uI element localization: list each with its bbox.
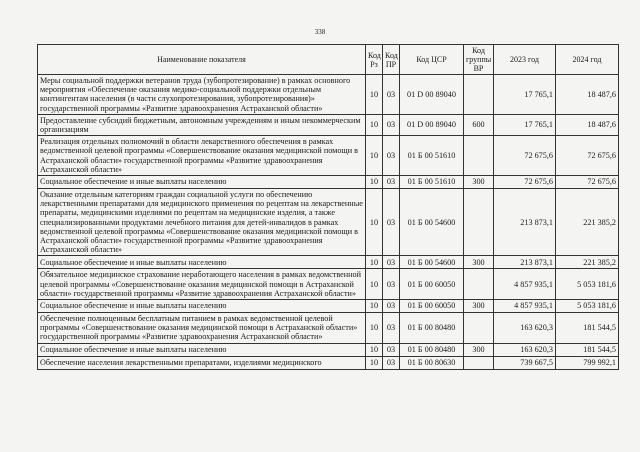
header-vr: Код группы ВР [464, 45, 494, 75]
header-pr: Код ПР [383, 45, 400, 75]
row-csr: 01 Б 00 80480 [400, 313, 464, 344]
header-rz: Код Рз [366, 45, 383, 75]
row-name: Обязательное медицинское страхование неработающего населения в рамках ведомственной целевой программы «Совершенствование оказания медицинской помощи в Астраханской области» государственной программы «Развитие здравоохранения Астраханской области» [38, 269, 366, 300]
table-row [38, 114, 619, 135]
row-2023: 163 620,3 [494, 343, 556, 356]
row-vr: 300 [464, 256, 494, 269]
row-pr: 03 [383, 136, 400, 176]
row-pr: 03 [383, 256, 400, 269]
row-name: Социальное обеспечение и иные выплаты населению [38, 343, 366, 356]
row-name: Социальное обеспечение и иные выплаты населению [38, 256, 366, 269]
row-pr: 03 [383, 356, 400, 369]
table-row [38, 256, 619, 269]
row-vr: 600 [464, 114, 494, 135]
budget-table [37, 44, 619, 370]
row-pr: 03 [383, 300, 400, 313]
table-header-row [38, 45, 619, 75]
table-row [38, 343, 619, 356]
row-rz: 10 [366, 136, 383, 176]
row-name: Предоставление субсидий бюджетным, автономным учреждениям и иным некоммерческим организациям [38, 114, 366, 135]
row-rz: 10 [366, 343, 383, 356]
row-2024: 181 544,5 [556, 343, 619, 356]
row-2024: 181 544,5 [556, 313, 619, 344]
row-vr: 300 [464, 176, 494, 189]
row-csr: 01 Б 00 60050 [400, 269, 464, 300]
row-vr [464, 189, 494, 256]
header-2023: 2023 год [494, 45, 556, 75]
row-rz: 10 [366, 189, 383, 256]
row-rz: 10 [366, 269, 383, 300]
row-csr: 01 Б 00 80480 [400, 343, 464, 356]
row-2023: 213 873,1 [494, 189, 556, 256]
row-name: Обеспечение полноценным бесплатным питанием в рамках ведомственной целевой программы «Совершенствование оказания медицинской помощи в Астраханской области» государственной программы «Развитие здравоохранения Астраханской области» [38, 313, 366, 344]
row-csr: 01 Б 00 60050 [400, 300, 464, 313]
row-2023: 4 857 935,1 [494, 300, 556, 313]
row-2024: 18 487,6 [556, 114, 619, 135]
row-csr: 01 Б 00 51610 [400, 176, 464, 189]
row-2024: 72 675,6 [556, 176, 619, 189]
table-row [38, 75, 619, 115]
row-vr [464, 356, 494, 369]
row-csr: 01 D 00 89040 [400, 114, 464, 135]
row-rz: 10 [366, 356, 383, 369]
row-pr: 03 [383, 189, 400, 256]
row-name: Обеспечение населения лекарственными препаратами, изделиями медицинского [38, 356, 366, 369]
row-name: Меры социальной поддержки ветеранов труда (зубопротезирование) в рамках основного мероприятия «Обеспечение оказания медико-социальной поддержки отдельным контингентам населения (в части слухопротезирования, зубопротезирования)» государственной программы «Развитие здравоохранения Астраханской области» [38, 75, 366, 115]
header-2024: 2024 год [556, 45, 619, 75]
row-name: Реализация отдельных полномочий в области лекарственного обеспечения в рамках ведомственной целевой программы «Совершенствование оказания медицинской помощи в Астраханской области» государственной программы «Развитие здравоохранения Астраханской области» [38, 136, 366, 176]
row-rz: 10 [366, 256, 383, 269]
row-csr: 01 D 00 89040 [400, 75, 464, 115]
row-pr: 03 [383, 343, 400, 356]
table-row [38, 176, 619, 189]
row-vr: 300 [464, 343, 494, 356]
row-vr: 300 [464, 300, 494, 313]
row-csr: 01 Б 00 51610 [400, 136, 464, 176]
row-2024: 799 992,1 [556, 356, 619, 369]
row-name: Оказание отдельным категориям граждан социальной услуги по обеспечению лекарственными препаратами для медицинского применения по рецептам на лекарственные препараты, медицинскими изделиями по рецептам на медицинские изделия, а также специализированными продуктами лечебного питания для детей-инвалидов в рамках ведомственной целевой программы «Совершенствование оказания медицинской помощи в Астраханской области» государственной программы «Развитие здравоохранения Астраханской области» [38, 189, 366, 256]
page-number: 338 [314, 28, 326, 36]
row-pr: 03 [383, 75, 400, 115]
row-csr: 01 Б 00 80630 [400, 356, 464, 369]
row-pr: 03 [383, 269, 400, 300]
header-name: Наименование показателя [38, 45, 366, 75]
row-rz: 10 [366, 313, 383, 344]
table-row [38, 136, 619, 176]
table-row [38, 356, 619, 369]
row-name: Социальное обеспечение и иные выплаты населению [38, 300, 366, 313]
row-2023: 72 675,6 [494, 136, 556, 176]
table-row [38, 269, 619, 300]
row-2023: 17 765,1 [494, 75, 556, 115]
row-2023: 17 765,1 [494, 114, 556, 135]
table-row [38, 189, 619, 256]
row-name: Социальное обеспечение и иные выплаты населению [38, 176, 366, 189]
row-2023: 213 873,1 [494, 256, 556, 269]
header-csr: Код ЦСР [400, 45, 464, 75]
row-2024: 221 385,2 [556, 256, 619, 269]
row-pr: 03 [383, 176, 400, 189]
row-2024: 5 053 181,6 [556, 300, 619, 313]
row-pr: 03 [383, 313, 400, 344]
row-csr: 01 Б 00 54600 [400, 189, 464, 256]
row-2023: 739 667,5 [494, 356, 556, 369]
row-rz: 10 [366, 114, 383, 135]
row-2024: 221 385,2 [556, 189, 619, 256]
table-row [38, 300, 619, 313]
row-vr [464, 75, 494, 115]
row-2024: 18 487,6 [556, 75, 619, 115]
row-2024: 72 675,6 [556, 136, 619, 176]
row-csr: 01 Б 00 54600 [400, 256, 464, 269]
row-2023: 163 620,3 [494, 313, 556, 344]
row-rz: 10 [366, 176, 383, 189]
row-pr: 03 [383, 114, 400, 135]
table-body [38, 75, 619, 370]
row-vr [464, 313, 494, 344]
row-vr [464, 136, 494, 176]
table-row [38, 313, 619, 344]
row-2024: 5 053 181,6 [556, 269, 619, 300]
row-rz: 10 [366, 300, 383, 313]
row-rz: 10 [366, 75, 383, 115]
row-2023: 72 675,6 [494, 176, 556, 189]
row-vr [464, 269, 494, 300]
row-2023: 4 857 935,1 [494, 269, 556, 300]
